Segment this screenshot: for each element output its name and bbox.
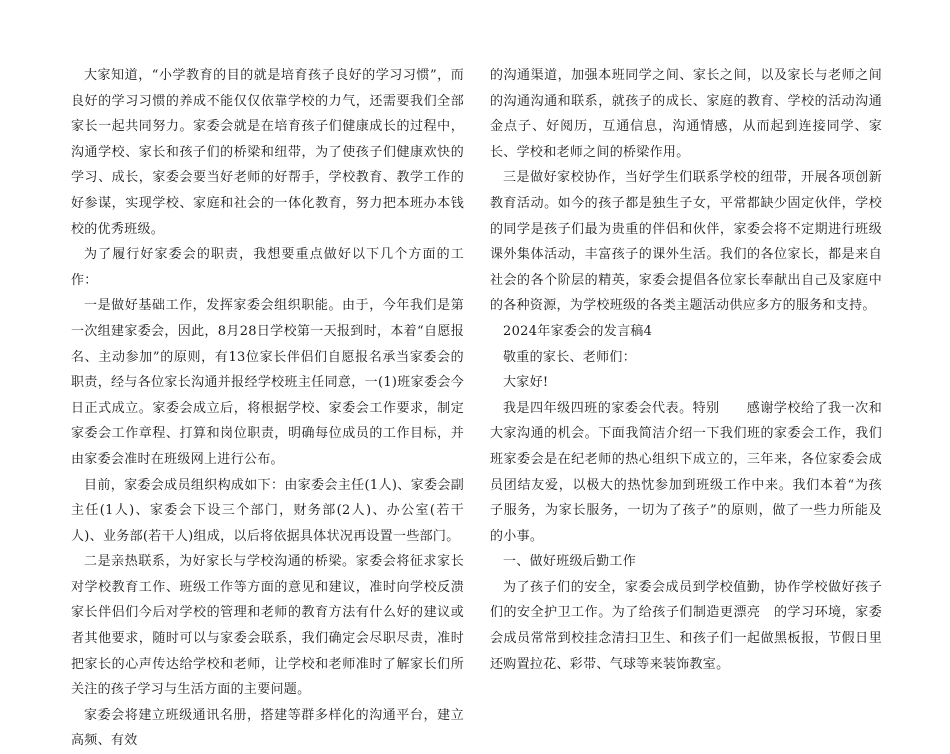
paragraph: 大家知道，“小学教育的目的就是培育孩子良好的学习习惯”，而良好的学习习惯的养成不能仅仅依靠学校的力气，还需要我们全部家长一起共同努力。家委会就是在培育孩子们健康成长的过程中，沟通学校、家长和孩子们的桥梁和纽带，为了使孩子们健康欢快的学习、成长，家委会要当好老师的好帮手，学校教育、教学工作的好参谋，实现学校、家庭和社会的一体化教育，努力把本班办本钱校的优秀班级。: [71, 68, 464, 237]
subheading: 一、做好班级后勤工作: [503, 554, 637, 570]
left-column: [71, 63, 464, 754]
paragraph: 为了履行好家委会的职责，我想要重点做好以下几个方面的工作：: [71, 247, 464, 288]
section-heading: 2024年家委会的发言稿4: [503, 323, 653, 339]
paragraph: 为了孩子们的安全，家委会成员到学校值勤，协作学校做好孩子们的安全护卫工作。为了给孩子们制造更漂亮 的学习环境，家委会成员常常到校挂念清扫卫生、和孩子们一起做黑板报，节假日里还购置拉花、彩带、气球等来装饰教室。: [490, 579, 882, 672]
paragraph: 三是做好家校协作，当好学生们联系学校的纽带，开展各项创新教育活动。如今的孩子都是独生子女，平常都缺少固定伙伴，学校的同学是孩子们最为贵重的伴侣和伙伴，家委会将不定期进行班级课外集体活动，丰富孩子的课外生活。我们的各位家长，都是来自社会的各个阶层的精英，家委会提倡各位家长奉献出自己及家庭中的各种资源，为学校班级的各类主题活动供应多方的服务和支持。: [490, 170, 882, 314]
right-column: [490, 63, 882, 677]
greeting: 大家好!: [503, 375, 549, 391]
paragraph: 家委会将建立班级通讯名册，搭建等群多样化的沟通平台，建立高频、有效: [71, 707, 464, 749]
paragraph: 一是做好基础工作，发挥家委会组织职能。由于，今年我们是第一次组建家委会，因此，8月28日学校第一天报到时，本着“自愿报名、主动参加”的原则，有13位家长伴侣们自愿报名承当家委会的职责，经与各位家长沟通并报经学校班主任同意，一(1)班家委会今日正式成立。家委会成立后，将根据学校、家委会工作要求，制定家委会工作章程、打算和岗位职责，明确每位成员的工作目标，并由家委会准时在班级网上进行公布。: [71, 298, 464, 467]
paragraph: 二是亲热联系，为好家长与学校沟通的桥梁。家委会将征求家长对学校教育工作、班级工作等方面的意见和建议，准时向学校反溃家长伴侣们今后对学校的管理和老师的教育方法有什么好的建议或者其他要求，随时可以与家委会联系，我们确定会尽职尽责，准时把家长的心声传达给学校和老师，让学校和老师准时了解家长们所关注的孩子学习与生活方面的主要问题。: [71, 554, 464, 698]
paragraph: 我是四年级四班的家委会代表。特别 感谢学校给了我一次和大家沟通的机会。下面我简洁介绍一下我们班的家委会工作，我们班家委会是在纪老师的热心组织下成立的，三年来，各位家委会成员团结友爱，以极大的热忱参加到班级工作中来。我们本着“为孩子服务，为家长服务，一切为了孩子”的原则，做了一些力所能及的小事。: [490, 400, 882, 544]
paragraph: 的沟通渠道，加强本班同学之间、家长之间，以及家长与老师之间的沟通沟通和联系，就孩子的成长、家庭的教育、学校的活动沟通金点子、好阅历，互通信息，沟通情感，从而起到连接同学、家长、学校和老师之间的桥梁作用。: [490, 68, 882, 160]
paragraph: 目前，家委会成员组织构成如下：由家委会主任(1人)、家委会副主任(1人)、家委会下设三个部门，财务部(2人)、办公室(若干人)、业务部(若干人)组成，以后将依据具体状况再设置一些部门。: [71, 477, 464, 544]
salutation: 敬重的家长、老师们：: [503, 349, 637, 365]
